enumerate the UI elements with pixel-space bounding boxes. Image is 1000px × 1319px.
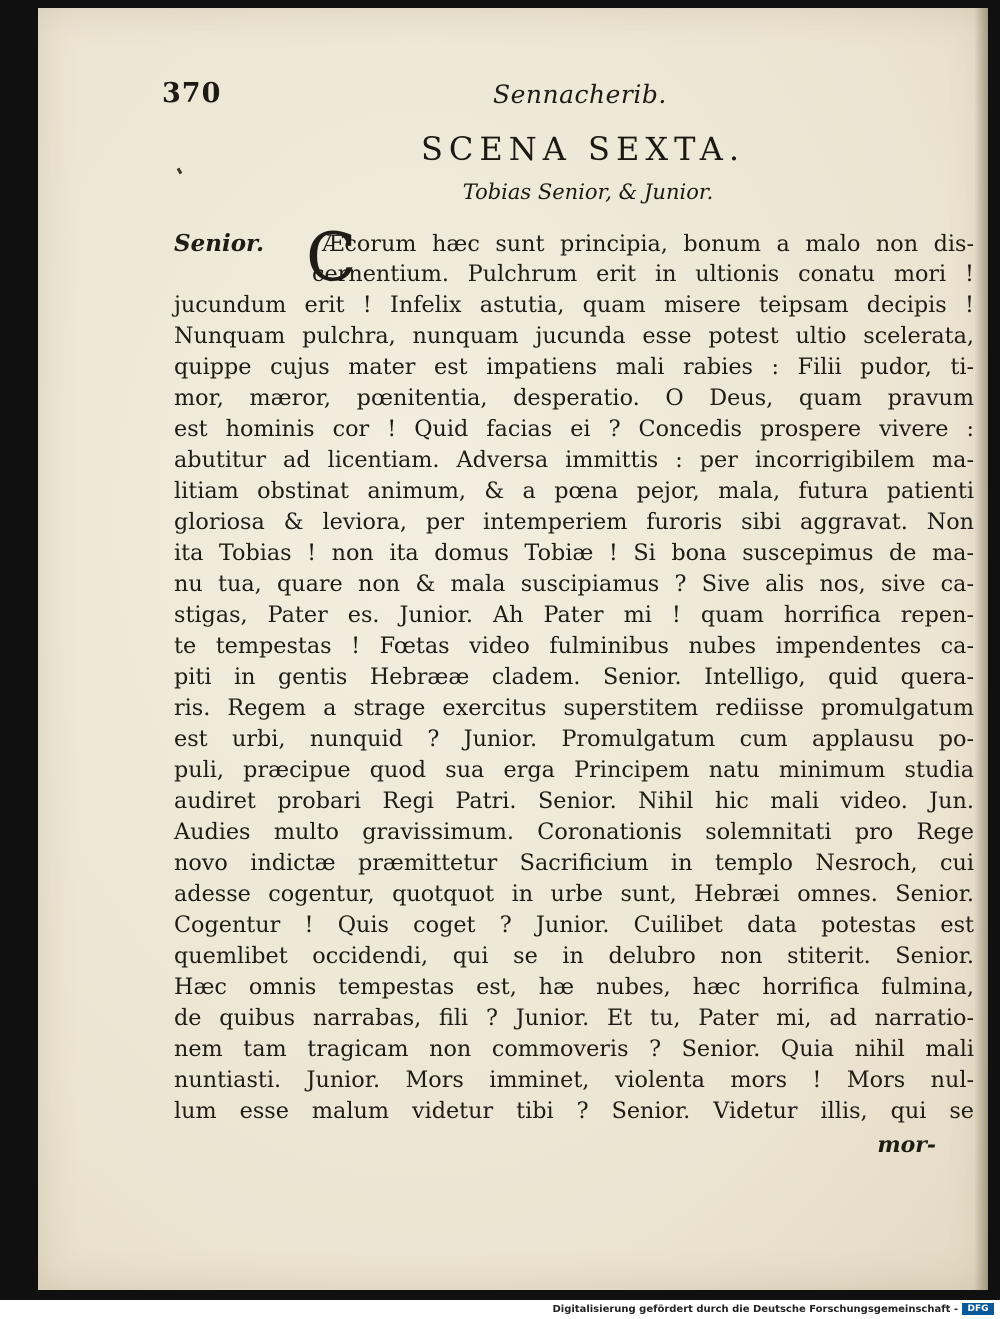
- text-line: quemlibet occidendi, qui se in delubro non stiterit. Senior.: [174, 943, 974, 969]
- text-line: est hominis cor ! Quid facias ei ? Concedis prospere vivere :: [174, 416, 974, 442]
- scene-heading: SCENA SEXTA.: [421, 130, 745, 168]
- text-line: mor, mæror, pœnitentia, desperatio. O Deus, quam pravum: [174, 385, 974, 411]
- text-line: quippe cujus mater est impatiens mali rabies : Filii pudor, ti-: [174, 354, 974, 380]
- text-line: te tempestas ! Fœtas video fulminibus nubes impendentes ca-: [174, 633, 974, 659]
- scene-characters: Tobias Senior, & Junior.: [462, 180, 714, 204]
- running-title: Sennacherib.: [493, 80, 667, 109]
- first-line-text: Æcorum hæc sunt principia, bonum a malo non dis-: [322, 231, 974, 257]
- text-line: ris. Regem a strage exercitus superstitem rediisse promulgatum: [174, 695, 974, 721]
- footer-bar: [0, 1300, 1000, 1319]
- text-line: audiret probari Regi Patri. Senior. Nihil hic mali video. Jun.: [174, 788, 974, 814]
- text-line: ita Tobias ! non ita domus Tobiæ ! Si bona suscepimus de ma-: [174, 540, 974, 566]
- text-line: puli, præcipue quod sua erga Principem natu minimum studia: [174, 757, 974, 783]
- text-line: novo indictæ præmittetur Sacrificium in templo Nesroch, cui: [174, 850, 974, 876]
- text-line: stigas, Pater es. Junior. Ah Pater mi ! quam horrifica repen-: [174, 602, 974, 628]
- text-line-first: [174, 228, 974, 259]
- funding-notice: Digitalisierung gefördert durch die Deutsche Forschungsgemeinschaft -: [552, 1304, 958, 1315]
- text-line: cernentium. Pulchrum erit in ultionis conatu mori !: [312, 261, 974, 287]
- ink-mark: [177, 168, 183, 175]
- page-number: 370: [162, 78, 222, 109]
- text-line: litiam obstinat animum, & a pœna pejor, mala, futura patienti: [174, 478, 974, 504]
- book-page: [38, 8, 988, 1290]
- catchword: mor-: [877, 1132, 936, 1158]
- text-line: lum esse malum videtur tibi ? Senior. Videtur illis, qui se: [174, 1098, 974, 1124]
- page-spine-shadow: [974, 8, 988, 1290]
- text-line: nem tam tragicam non commoveris ? Senior. Quia nihil mali: [174, 1036, 974, 1062]
- text-line: nuntiasti. Junior. Mors imminet, violenta mors ! Mors nul-: [174, 1067, 974, 1093]
- text-line: de quibus narrabas, fili ? Junior. Et tu, Pater mi, ad narratio-: [174, 1005, 974, 1031]
- text-line: jucundum erit ! Infelix astutia, quam misere teipsam decipis !: [174, 292, 974, 318]
- text-line: gloriosa & leviora, per intemperiem furoris sibi aggravat. Non: [174, 509, 974, 535]
- drop-capital: C: [306, 219, 357, 296]
- text-line: adesse cogentur, quotquot in urbe sunt, Hebræi omnes. Senior.: [174, 881, 974, 907]
- text-line: Hæc omnis tempestas est, hæ nubes, hæc horrifica fulmina,: [174, 974, 974, 1000]
- text-line: Nunquam pulchra, nunquam jucunda esse potest ultio scelerata,: [174, 323, 974, 349]
- text-line: piti in gentis Hebrææ cladem. Senior. Intelligo, quid quera-: [174, 664, 974, 690]
- text-line: abutitur ad licentiam. Adversa immittis : per incorrigibilem ma-: [174, 447, 974, 473]
- speaker-lead: Senior.: [174, 230, 265, 257]
- text-line: est urbi, nunquid ? Junior. Promulgatum cum applausu po-: [174, 726, 974, 752]
- dfg-logo-icon[interactable]: DFG: [962, 1303, 994, 1315]
- text-line: Cogentur ! Quis coget ? Junior. Cuilibet data potestas est: [174, 912, 974, 938]
- text-line: Audies multo gravissimum. Coronationis solemnitati pro Rege: [174, 819, 974, 845]
- text-line: nu tua, quare non & mala suscipiamus ? Sive alis nos, sive ca-: [174, 571, 974, 597]
- body-text: [174, 219, 974, 1127]
- running-head: [38, 78, 988, 118]
